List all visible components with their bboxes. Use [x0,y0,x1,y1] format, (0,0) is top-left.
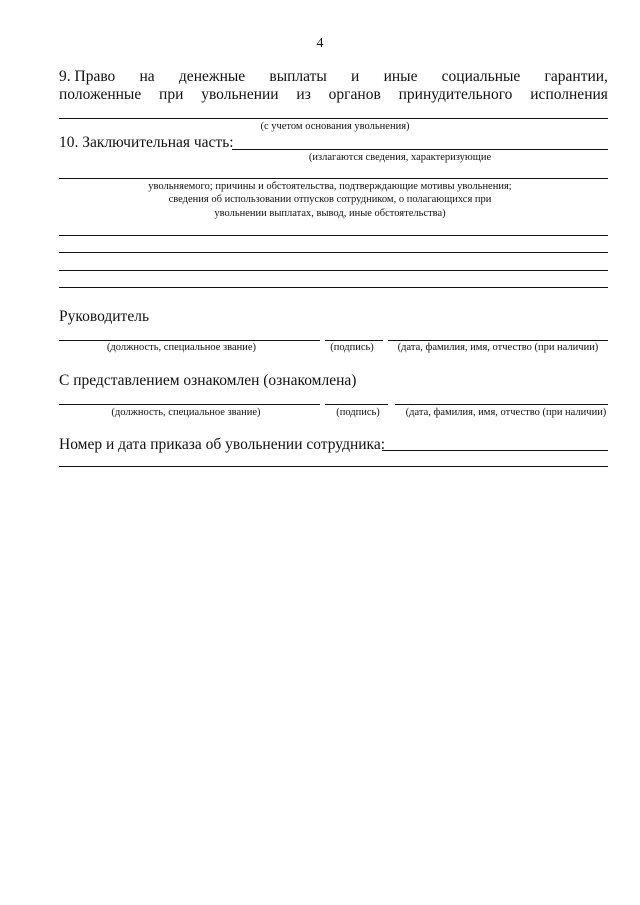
ack-name-caption: (дата, фамилия, имя, отчество (при наличии) [405,407,607,418]
section9-line2 [59,86,608,104]
acknowledgement-title: С представлением ознакомлен (ознакомлена) [59,372,357,389]
section9-word: и [351,68,360,85]
order-label: Номер и дата приказа об увольнении сотрудника: [59,436,386,453]
section10-caption-1: (излагаются сведения, характеризующие [308,152,492,163]
section9-fill-line[interactable] [59,118,608,119]
section9-word: выплаты [269,68,327,85]
section9-word: на [139,68,155,85]
order-fill-line-1[interactable] [382,450,608,451]
ack-name-line[interactable] [395,404,608,405]
section9-word: увольнении [201,86,279,103]
section9-word: положенные [59,86,142,103]
section10-caption-3: сведения об использовании отпусков сотрудником, о полагающихся при [168,194,492,205]
ack-signature-line[interactable] [325,404,388,405]
head-signature-title: Руководитель [59,308,150,325]
section9-caption: (с учетом основания увольнения) [260,121,410,132]
head-name-caption: (дата, фамилия, имя, отчество (при наличии) [397,342,599,353]
section10-caption-2: увольняемого; причины и обстоятельства, подтверждающие мотивы увольнения; [148,181,512,192]
section9-word: социальные [441,68,521,85]
section9-word: органов [328,86,381,103]
section9-word: исполнения [530,86,608,103]
section9-word: из [296,86,311,103]
section10-caption-4: увольнении выплатах, вывод, иные обстоятельства) [214,208,446,219]
head-name-line[interactable] [388,340,608,341]
section10-fill-line-3[interactable] [59,235,608,236]
ack-position-line[interactable] [59,404,320,405]
section10-fill-line-1[interactable] [232,149,608,150]
section9-line1 [59,68,608,86]
order-fill-line-2[interactable] [59,466,608,467]
page-number: 4 [316,36,324,51]
section9-word: гарантии, [544,68,608,85]
section10-fill-line-5[interactable] [59,270,608,271]
section9-word: денежные [178,68,246,85]
ack-signature-caption: (подпись) [336,407,380,418]
section10-label: 10. Заключительная часть: [59,134,234,151]
section10-fill-line-6[interactable] [59,287,608,288]
section10-fill-line-2[interactable] [59,178,608,179]
head-position-line[interactable] [59,340,320,341]
ack-position-caption: (должность, специальное звание) [111,407,261,418]
section9-word: принудительного [398,86,513,103]
section9-word: иные [383,68,418,85]
head-signature-caption: (подпись) [330,342,374,353]
head-position-caption: (должность, специальное звание) [106,342,257,353]
section9-word: 9. Право [59,68,116,85]
head-signature-line[interactable] [325,340,383,341]
section9-word: при [159,86,184,103]
section10-fill-line-4[interactable] [59,252,608,253]
